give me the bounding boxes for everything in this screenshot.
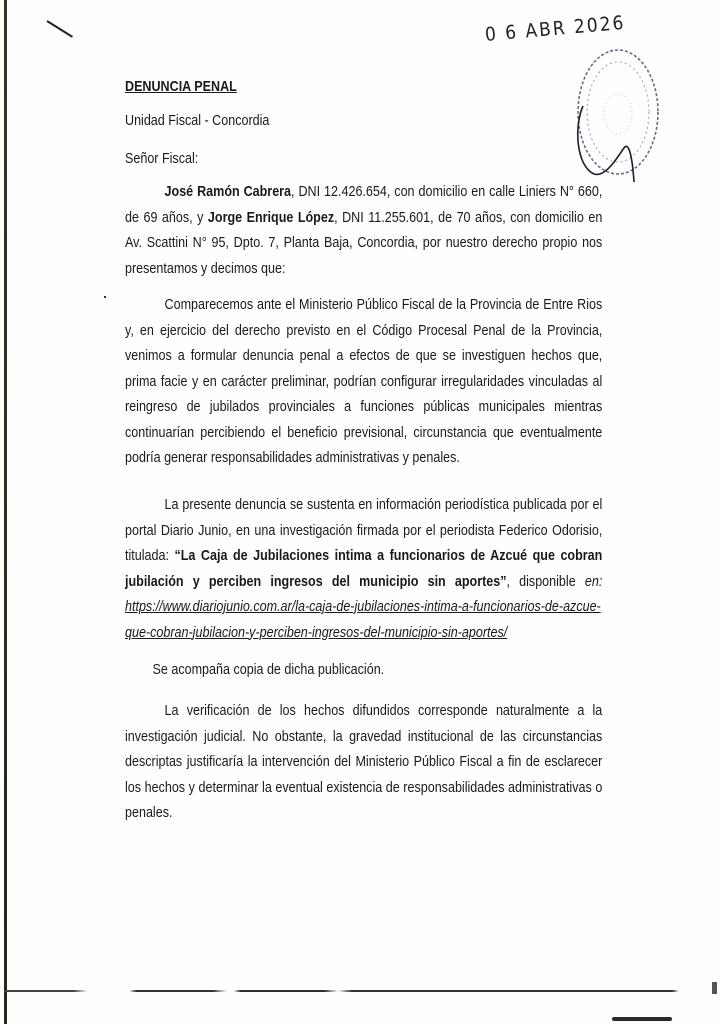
paragraph-attachment: Se acompaña copia de dicha publicación. (152, 662, 385, 678)
scan-corner-mark (712, 982, 717, 994)
article-title: “La Caja de Jubilaciones intima a funcionarios de Azcué que cobran jubilación y perciben ingresos del municipio sin aportes” (125, 548, 603, 590)
paragraph-verification: La verificación de los hechos difundidos corresponde naturalmente a la investigación judicial. No obstante, la gravedad institucional de las circunstancias descriptas justificaría la intervención del Ministerio Público Fiscal a fin de esclarecer los hechos y determinar la eventual existencia de responsabilidades administrativas o penales. (125, 703, 603, 821)
reception-seal-icon (566, 36, 662, 182)
scan-bottom-edge (4, 990, 700, 992)
paragraph-source: La presente denuncia se sustenta en información periodística publicada por el portal Diario Junio, en una investigación firmada por el periodista Federico Odorisio, titulada: “La Caja de Jubilaciones intima a funcionarios de Azcué que cobran jubilación y perciben ingresos del municipio sin aportes”, disponible en: https://www.diariojunio.com.ar/la-caja-de-jubilaciones-intima-a-funcionarios-de-azcue-que-cobran-jubilacion-y-perciben-ingresos-del-municipio-sin-aportes/ (125, 497, 603, 641)
paragraph-appearance: Comparecemos ante el Ministerio Público Fiscal de la Provincia de Entre Rios y, en ejercicio del derecho previsto en el Código Procesal Penal de la Provincia, venimos a formular denuncia penal a efectos de que se investiguen hechos que, prima facie y en carácter preliminar, podrían configurar irregularidades vinculadas al reingreso de jubilados provinciales a funciones públicas municipales mientras continuarían percibiendo el beneficio previsional, circunstancia que eventualmente podría generar responsabilidades administrativas y penales. (125, 297, 603, 466)
article-link[interactable]: https://www.diariojunio.com.ar/la-caja-de-jubilaciones-intima-a-funcionarios-de-azcue-que-cobran-jubilacion-y-perciben-ingresos-del-municipio-sin-aportes/ (125, 599, 601, 641)
paragraph-complainants: José Ramón Cabrera, DNI 12.426.654, con domicilio en calle Liniers N° 660, de 69 años, y Jorge Enrique López, DNI 11.255.601, de 70 años, con domicilio en Av. Scattini N° 95, Dpto. 7, Planta Baja, Concordia, por nuestro derecho propio nos presentamos y decimos que: (125, 184, 603, 277)
complainant-name-2: Jorge Enrique López (207, 209, 335, 226)
scan-edge (4, 0, 7, 1024)
pen-mark (46, 20, 73, 38)
scan-smudge (612, 1017, 672, 1021)
date-stamp: 0 6 ABR 2026 (484, 11, 627, 46)
document-title: DENUNCIA PENAL (125, 79, 237, 95)
complainant-name-1: José Ramón Cabrera (164, 184, 292, 200)
salutation: Señor Fiscal: (125, 151, 199, 167)
scan-speck (104, 296, 106, 298)
recipient-unit: Unidad Fiscal - Concordia (125, 113, 270, 129)
